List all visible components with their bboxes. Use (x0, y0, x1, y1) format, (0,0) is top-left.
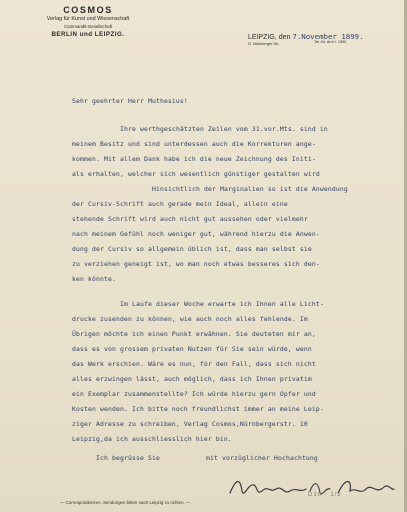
letter-line: Übrigen möchte ich einen Punkt erwähnen. Sie deuteten mir an, (72, 330, 316, 338)
publisher-subtitle: Verlag für Kunst und Wissenschaft (46, 16, 130, 22)
date-typed: 7.November 1899. (292, 32, 364, 41)
letter-line: Leipzig,da ich ausschliesslich hier bin. (72, 435, 232, 443)
letter-line: mit vorzüglicher Hochachtung (206, 454, 318, 462)
archive-pencil-mark: D10 - 1/2 (308, 492, 342, 498)
letter-line: ken könnte. (72, 275, 116, 283)
publisher-company-type: Commandit-Gesellschaft (63, 24, 113, 29)
letter-line: stehende Schrift wird auch nicht gut aussehen oder vielmehr (72, 215, 308, 223)
letter-line: ein Exemplar zusammenstellte? Ich würde hierzu gern Opfer und (72, 390, 316, 398)
letter-line: Kosten wenden. Ich bitte noch freundlichst immer an meine Leip- (72, 405, 324, 413)
publisher-brand: COSMOS (63, 5, 113, 15)
letter-line: nach meinem Gefühl noch weniger gut, während hierzu die Anwen- (72, 230, 320, 238)
letter-line: Ich begrüsse Sie (96, 454, 160, 462)
letter-line: als erhalten, welcher sich wesentlich günstiger gestalten wird (72, 170, 320, 178)
letter-line: meinem Besitz und sind unterdessen auch die Korrekturen ange- (72, 140, 316, 148)
letter-line: dass es von grossem privaten Nutzen für Sie sein würde, wenn (72, 345, 312, 353)
letter-line: Ihre werthgeschätzten Zeilen vom 31.vor.Mts. sind in (120, 125, 328, 133)
letter-line: zu verziehen geneigt ist, wo man noch etwas besseres sich den- (72, 260, 320, 268)
letterhead-dateline (248, 32, 398, 46)
letter-line: drucke zusenden zu können, wie auch noch alles fehlende. Im (72, 315, 308, 323)
letter-line: dung der Cursiv so allgemein üblich ist, dass man selbst sie (72, 245, 312, 253)
publisher-city: BERLIN und LEIPZIG. (51, 31, 125, 38)
salutation: Sehr geehrter Herr Muthesius! (72, 97, 188, 105)
letter-line: das Werk erschien. Wäre es nun, für den Fall, dass sich nicht (72, 360, 316, 368)
date-prefix: LEIPZIG, den (248, 34, 291, 41)
street-address: G. Nürnberger Str. (248, 42, 280, 46)
letter-footer: — Correspondenzen, Sendungen bitten nach Leipzig zu richten. — (60, 500, 191, 505)
letterhead-publisher (22, 5, 154, 38)
letter-line: der Cursiv-Schrift auch gerade mein Ideal, allein eine (72, 200, 288, 208)
letter-line: ziger Adresse zu schreiben, Verlag Cosmos,Nürnbergerstr. 10 (72, 420, 308, 428)
letter-line: Hinsichtlich der Marginalien so ist die Anwendung (152, 185, 348, 193)
phone-number: Tel.-Nr. Amt I. 1590. (314, 40, 348, 44)
letter-line: kommen. Mit allem Dank habe ich die neue Zeichnung des Initi- (72, 155, 316, 163)
letter-line: alles erzwingen lässt, auch möglich, dass ich Ihnen privatim (72, 375, 312, 383)
letter-line: Im Laufe dieser Woche erwarte ich Ihnen alle Licht- (120, 300, 324, 308)
